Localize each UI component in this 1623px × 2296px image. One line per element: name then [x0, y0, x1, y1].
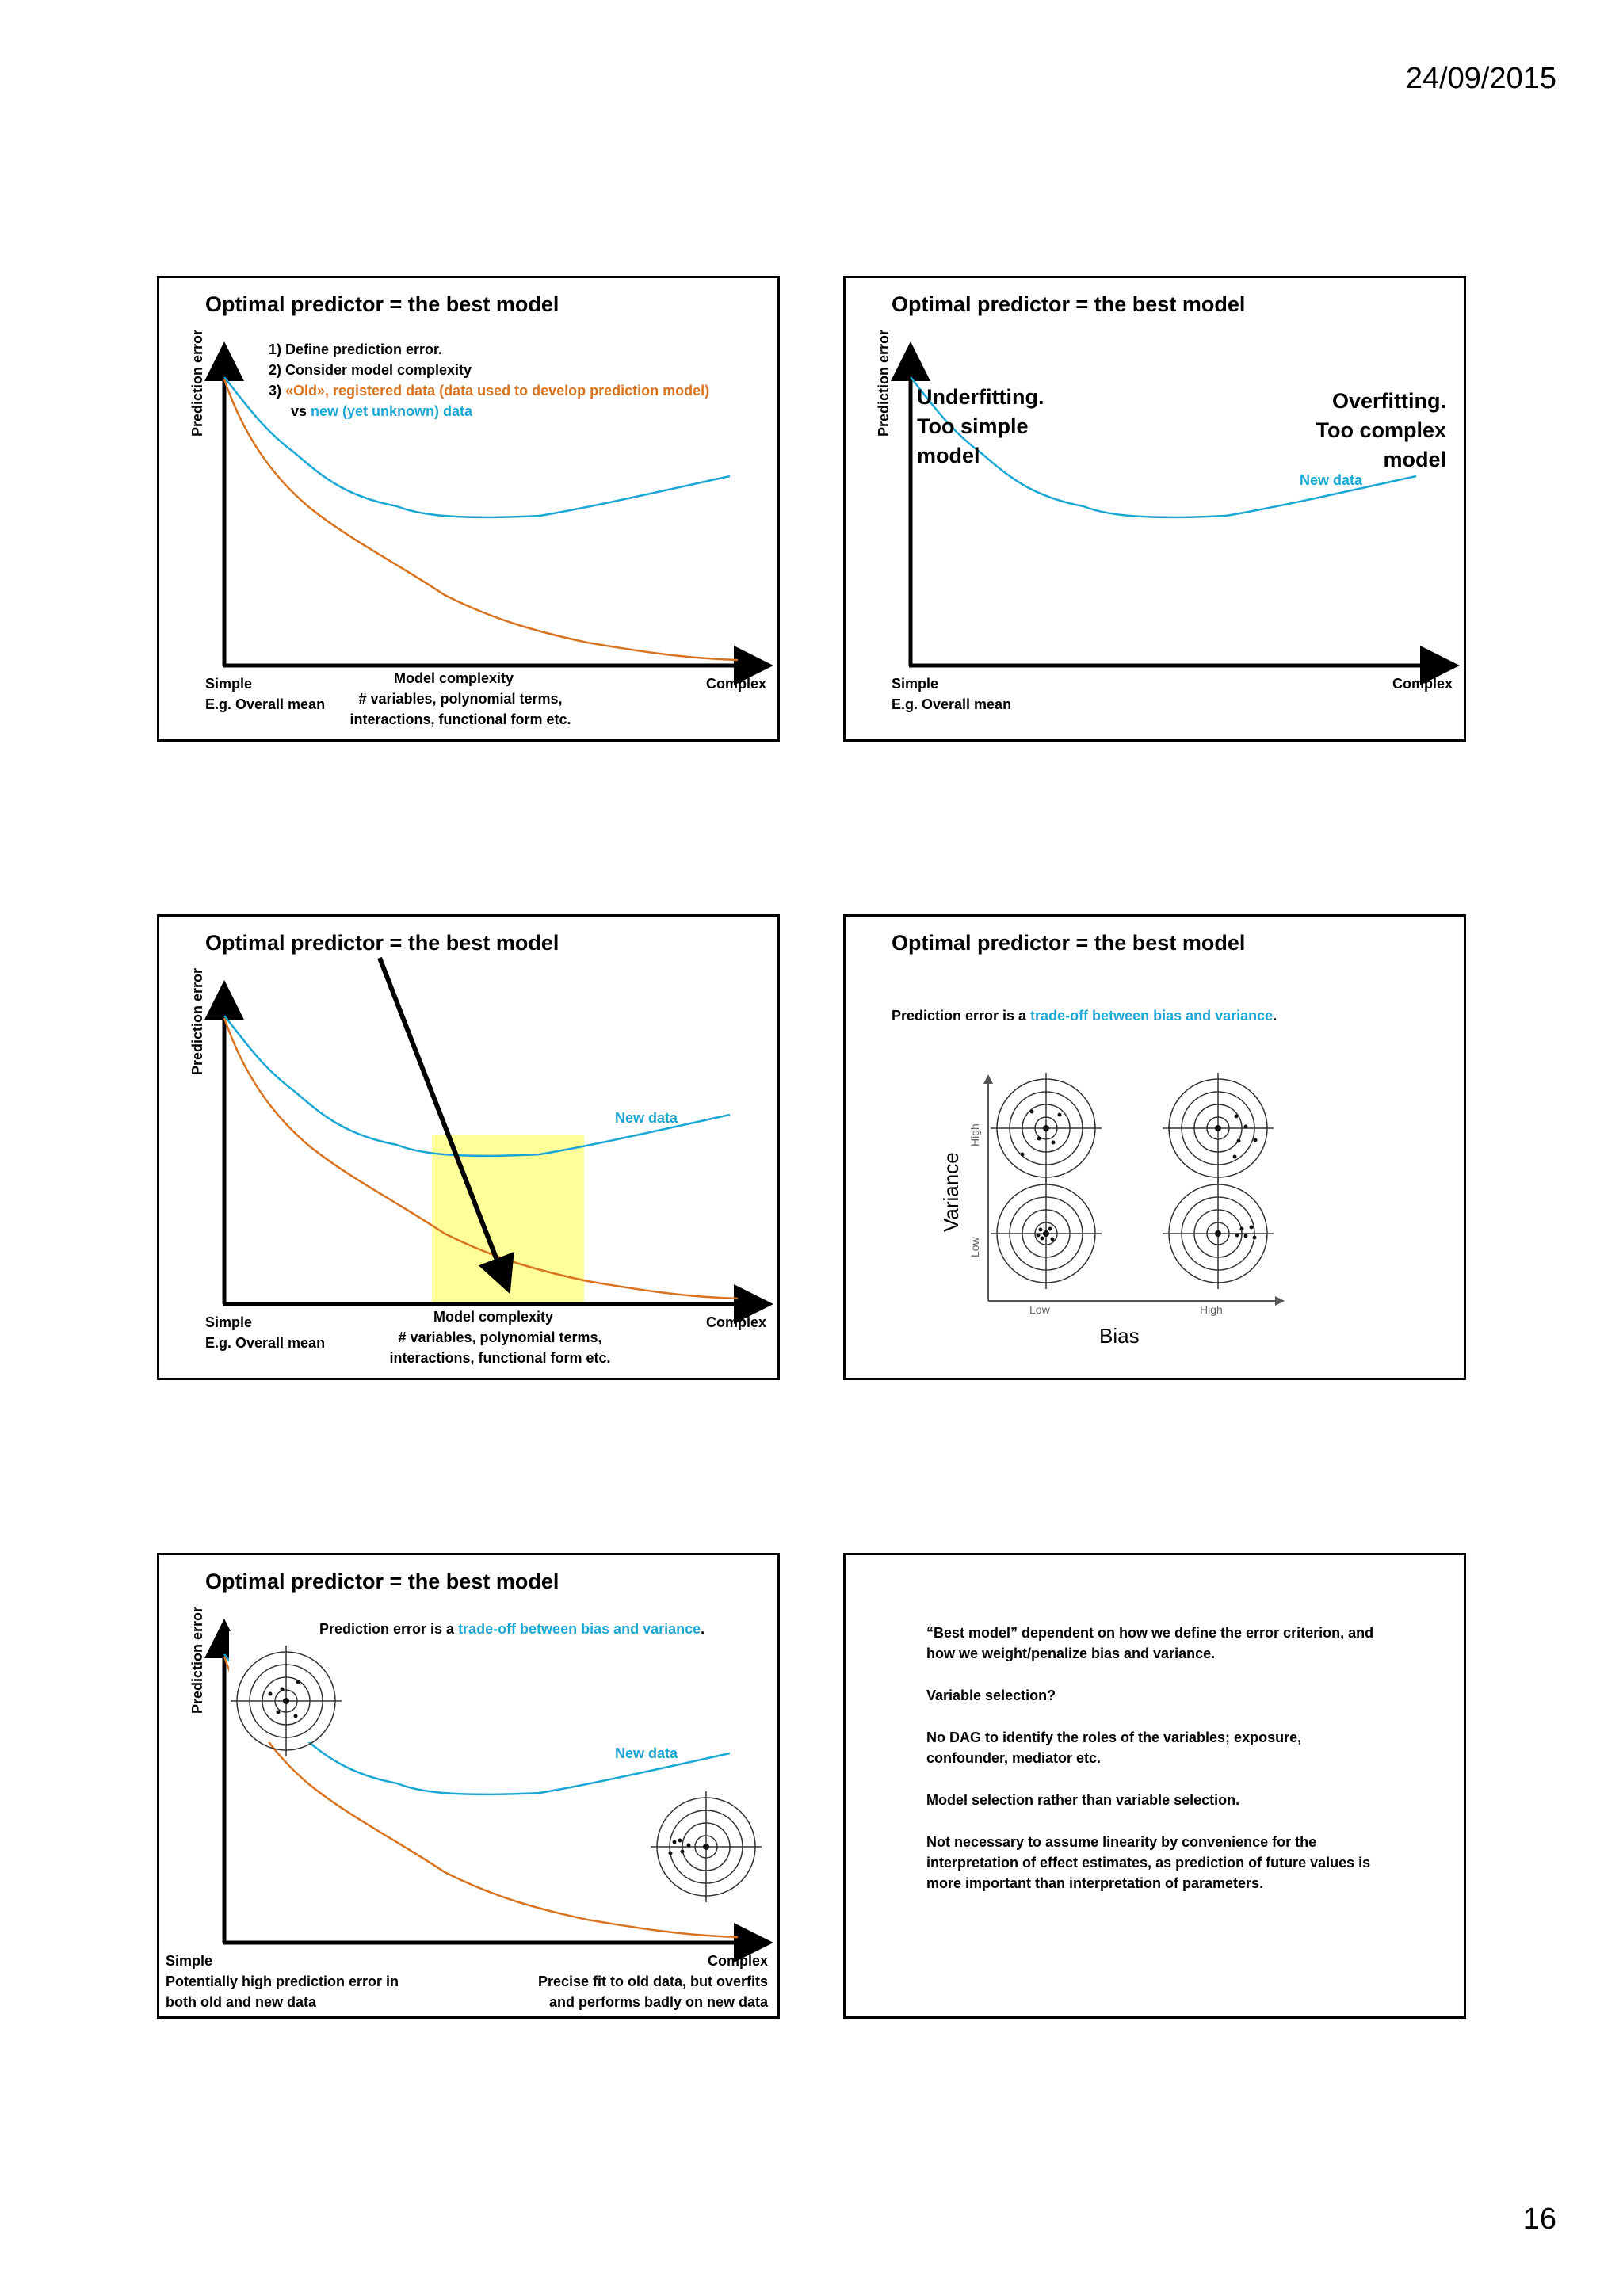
slide-1 [157, 276, 780, 742]
bias-high-tick: High [1200, 1303, 1223, 1316]
x-axis-title: Model complexity [394, 670, 514, 686]
slide-6 [843, 1553, 1466, 2019]
x-simple-label: Simple [205, 1314, 253, 1330]
simple-note-1: Potentially high prediction error in [166, 1974, 399, 1989]
note-item: Not necessary to assume linearity by convenience for the interpretation of effect estimates, as prediction of future values is more important than interpretation of parameters. [926, 1834, 1371, 1891]
variance-low-tick: Low [968, 1237, 981, 1257]
variance-axis-label: Variance [939, 1152, 963, 1232]
slide-2-graph [846, 278, 1468, 744]
slide-title: Optimal predictor = the best model [205, 931, 559, 955]
simple-note-2: both old and new data [166, 1994, 316, 2010]
x-overall-mean-label: E.g. Overall mean [205, 1335, 326, 1351]
complex-note-2: and performs badly on new data [548, 1994, 768, 2010]
complexity-detail-2: interactions, functional form etc. [349, 711, 571, 727]
overfitting-label: Overfitting. Too complex model [1316, 389, 1446, 471]
page-number: 16 [1522, 2203, 1556, 2236]
complexity-detail-1: # variables, polynomial terms, [398, 1329, 602, 1345]
old-data-curve [224, 379, 738, 660]
x-complex-label: Complex [707, 1953, 768, 1969]
slide-5 [157, 1553, 780, 2019]
new-data-label: New data [615, 1745, 678, 1761]
step-3-vs: vs new (yet unknown) data [291, 403, 473, 419]
slide-title: Optimal predictor = the best model [205, 292, 559, 316]
x-overall-mean-label: E.g. Overall mean [205, 696, 326, 712]
note-item: “Best model” dependent on how we define the error criterion, and how we weight/penalize bias and variance. [926, 1625, 1374, 1661]
bias-low-tick: Low [1029, 1303, 1050, 1316]
step-2: 2) Consider model complexity [269, 362, 472, 378]
tradeoff-statement: Prediction error is a trade-off between bias and variance. [892, 1008, 1277, 1024]
target-mask-left [229, 1631, 348, 1742]
x-axis-title: Model complexity [433, 1309, 554, 1325]
y-axis-label: Prediction error [876, 329, 892, 437]
slide-2 [843, 276, 1466, 742]
slide-4 [843, 914, 1466, 1380]
y-axis-label: Prediction error [189, 329, 205, 437]
complexity-detail-1: # variables, polynomial terms, [358, 691, 563, 707]
note-item: No DAG to identify the roles of the variables; exposure, confounder, mediator etc. [926, 1730, 1302, 1766]
slide-title: Optimal predictor = the best model [205, 1569, 559, 1593]
variance-high-tick: High [968, 1123, 981, 1146]
step-3: 3) «Old», registered data (data used to develop prediction model) [269, 383, 710, 399]
tradeoff-statement: Prediction error is a trade-off between bias and variance. [319, 1621, 705, 1637]
new-data-label: New data [615, 1110, 678, 1126]
note-item: Variable selection? [926, 1688, 1056, 1703]
x-overall-mean-label: E.g. Overall mean [892, 696, 1012, 712]
y-axis-label: Prediction error [189, 967, 205, 1075]
slide-title: Optimal predictor = the best model [892, 931, 1246, 955]
underfitting-label: Underfitting. Too simple model [917, 385, 1044, 467]
new-data-label: New data [1300, 472, 1363, 488]
x-simple-label: Simple [892, 676, 939, 692]
bias-axis-label: Bias [1099, 1324, 1140, 1348]
complex-note-1: Precise fit to old data, but overfits [537, 1974, 768, 1989]
complexity-detail-2: interactions, functional form etc. [389, 1350, 611, 1366]
header-date: 24/09/2015 [1405, 62, 1556, 95]
y-axis-label: Prediction error [189, 1606, 205, 1714]
slide-title: Optimal predictor = the best model [892, 292, 1246, 316]
step-1: 1) Define prediction error. [269, 341, 443, 357]
bias-variance-targets [846, 917, 1468, 1383]
x-complex-label: Complex [706, 676, 767, 692]
notes-list [926, 1623, 1386, 1915]
note-item: Model selection rather than variable selection. [926, 1792, 1240, 1808]
x-simple-label: Simple [166, 1953, 213, 1969]
x-complex-label: Complex [706, 1314, 767, 1330]
target-mask-right [649, 1787, 768, 1897]
slide-3 [157, 914, 780, 1380]
optimal-region-highlight [432, 1135, 584, 1305]
x-complex-label: Complex [1392, 676, 1453, 692]
x-simple-label: Simple [205, 676, 253, 692]
